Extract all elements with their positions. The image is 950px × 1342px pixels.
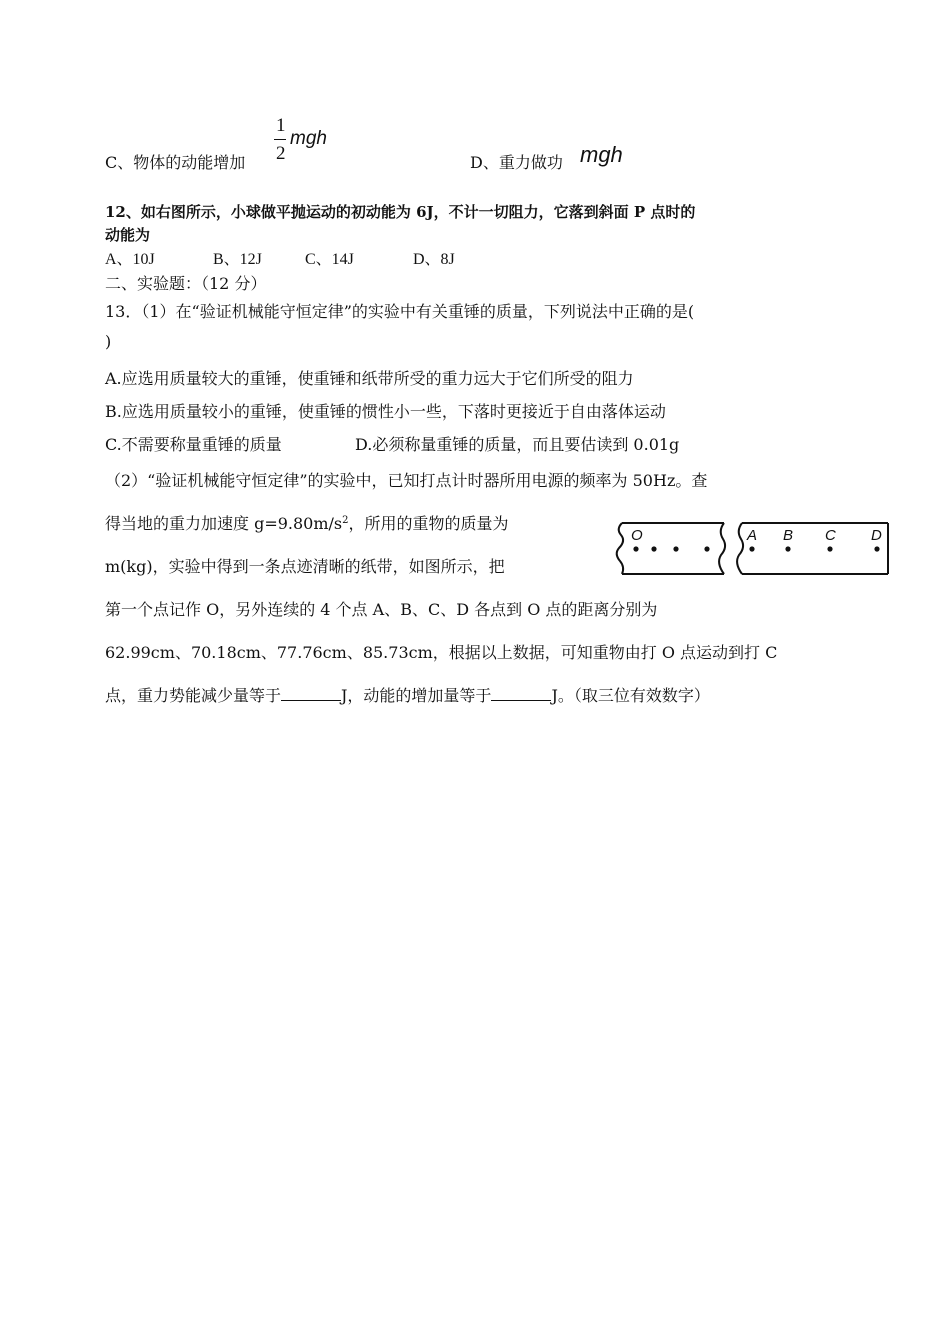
q11-frac-numerator: 1: [276, 115, 286, 136]
tape-dot-3: [704, 546, 709, 551]
tape-label-c: C: [825, 527, 836, 544]
tape-cut-edge-mid: [719, 523, 725, 574]
q13-part2-line1: （2）“验证机械能守恒定律”的实验中，已知打点计时器所用电源的频率为 50Hz。查: [105, 471, 708, 490]
tape-dot-1: [651, 546, 656, 551]
q12-options: [105, 246, 455, 269]
section2-title: 二、实验题：（12 分）: [105, 274, 267, 293]
q12-option-d: D、8J: [413, 251, 455, 268]
q13-option-a: A.应选用质量较大的重锤，使重锤和纸带所受的重力远大于它们所受的阻力: [105, 369, 634, 388]
tape-dot-d: [874, 546, 879, 551]
q13-option-d: D.必须称量重锤的质量，而且要估读到 0.01g: [355, 435, 680, 454]
answer-blank-kinetic-energy[interactable]: [491, 686, 551, 701]
q12-option-c: C、14J: [305, 251, 354, 268]
q11-frac-bar: [274, 139, 286, 140]
q13-part1-stem: 13．（1）在“验证机械能守恒定律”的实验中有关重锤的质量，下列说法中正确的是(: [105, 302, 695, 321]
tape-dot-c: [827, 546, 832, 551]
tape-label-a: A: [747, 527, 758, 544]
tape-label-b: B: [783, 527, 794, 544]
q11-option-d-expr: mgh: [580, 142, 623, 167]
q12-option-b: B、12J: [213, 251, 262, 268]
tape-dot-a: [749, 546, 754, 551]
q13-part2-line5: 62.99cm、70.18cm、77.76cm、85.73cm，根据以上数据，可知重物由打 O 点运动到打 C: [105, 643, 778, 662]
q13-part2-line6-c: J。（取三位有效数字）: [551, 686, 710, 705]
tape-dot-2: [673, 546, 678, 551]
q13-part2-line2-b: ，所用的重物的质量为: [348, 514, 509, 533]
tape-dot-b: [785, 546, 790, 551]
q13-option-cd: [105, 432, 680, 455]
tape-segment-right: [742, 523, 888, 574]
q12-stem-line1: 12、如右图所示，小球做平抛运动的初动能为 6J，不计一切阻力，它落到斜面 P 点时的: [105, 203, 696, 221]
q12-stem-line2: 动能为: [105, 226, 151, 244]
tape-torn-edge-left: [617, 523, 623, 574]
q13-option-c: C.不需要称量重锤的质量: [105, 435, 282, 454]
q13-part2-line6: [105, 683, 710, 706]
q11-option-d: [470, 150, 563, 173]
paper-tape-figure: [612, 521, 892, 577]
q13-part2-line6-b: J，动能的增加量等于: [341, 686, 492, 705]
q13-part2-line2: [105, 511, 509, 534]
q11-option-d-text: D、重力做功: [470, 153, 563, 172]
tape-torn-edge-right: [737, 523, 743, 574]
q13-part2-line3: m(kg)，实验中得到一条点迹清晰的纸带，如图所示，把: [105, 557, 505, 576]
q13-option-b: B.应选用质量较小的重锤，使重锤的惯性小一些，下落时更接近于自由落体运动: [105, 402, 666, 421]
q13-part2-line2-a: 得当地的重力加速度 g=9.80m/s: [105, 514, 343, 533]
q13-part2-line2-sup: 2: [342, 515, 349, 526]
tape-label-o: O: [631, 527, 643, 544]
q11-option-c-text: C、物体的动能增加: [105, 153, 246, 172]
q13-part2-line6-a: 点，重力势能减少量等于: [105, 686, 282, 705]
q13-part2-line4: 第一个点记作 O，另外连续的 4 个点 A、B、C、D 各点到 O 点的距离分别为: [105, 600, 658, 619]
tape-label-d: D: [871, 527, 882, 544]
answer-blank-potential-energy[interactable]: [281, 686, 341, 701]
q11-option-c-expr: mgh: [290, 128, 327, 149]
q11-frac-denominator: 2: [276, 143, 286, 164]
q11-option-c: [105, 150, 245, 173]
tape-dot-o: [633, 546, 638, 551]
q12-option-a: A、10J: [105, 251, 155, 268]
q13-part1-stem-end: ): [105, 332, 112, 351]
